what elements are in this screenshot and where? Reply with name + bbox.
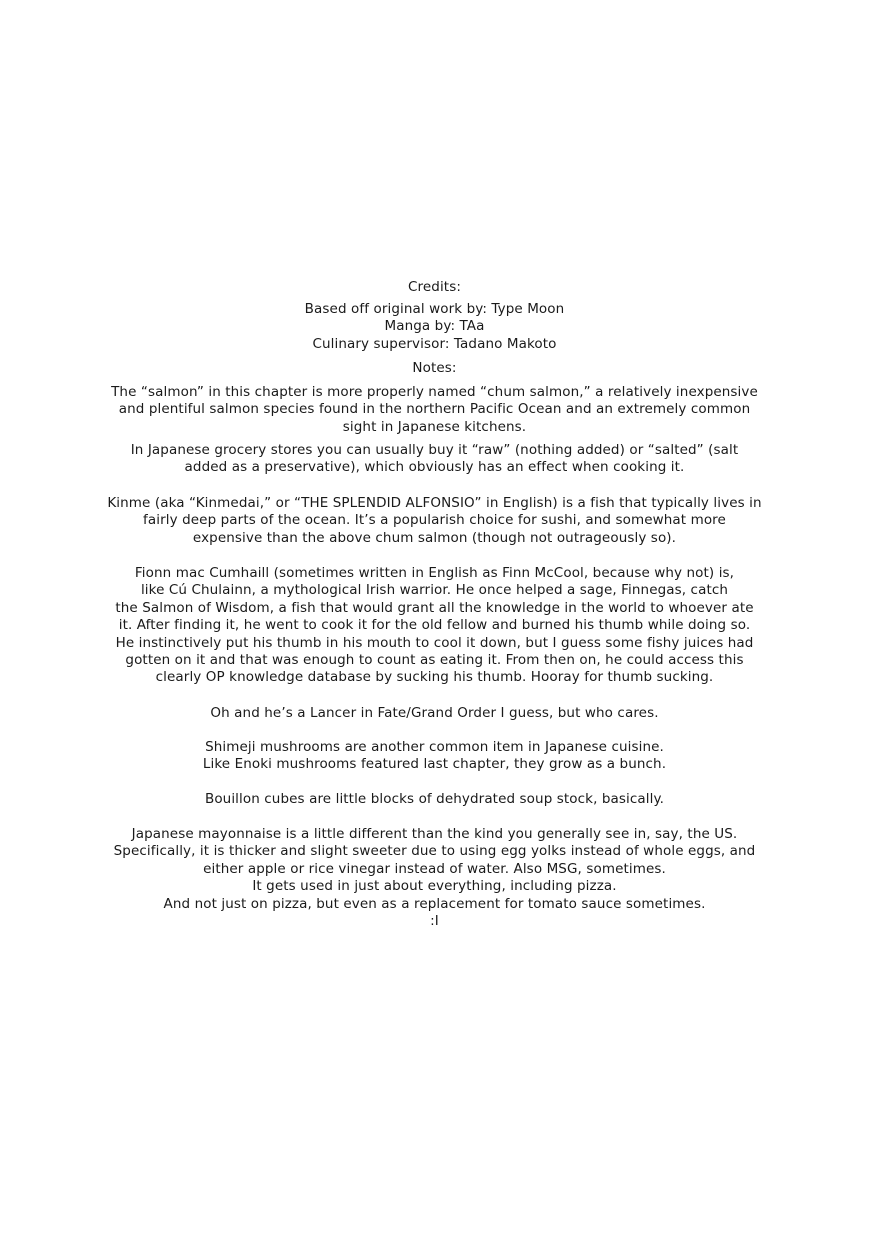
note-line: Bouillon cubes are little blocks of dehydrated soup stock, basically.	[204, 791, 665, 807]
note-line: Fionn mac Cumhaill (sometimes written in English as Finn McCool, because why not) is,	[134, 565, 735, 581]
notes-heading	[0, 360, 869, 377]
note-line: sight in Japanese kitchens.	[342, 418, 527, 435]
note-line: And not just on pizza, but even as a replacement for tomato sauce sometimes.	[163, 895, 706, 912]
note-paragraph-raw-salted	[0, 442, 869, 477]
note-line: like Cú Chulainn, a mythological Irish warrior. He once helped a sage, Finnegas, catch	[140, 582, 729, 599]
note-line: and plentiful salmon species found in the northern Pacific Ocean and an extremely common	[118, 401, 751, 418]
credits-list	[0, 301, 869, 353]
note-line: In Japanese grocery stores you can usually buy it “raw” (nothing added) or “salted” (salt	[130, 442, 739, 458]
note-line: gotten on it and that was enough to count as eating it. From then on, he could access this	[125, 652, 744, 669]
credit-culinary-supervisor: Culinary supervisor: Tadano Makoto	[312, 335, 557, 352]
credit-manga: Manga by: TAa	[384, 318, 485, 335]
note-line: It gets used in just about everything, including pizza.	[252, 878, 617, 895]
note-line: expensive than the above chum salmon (though not outrageously so).	[192, 529, 677, 546]
credits-heading-text: Credits:	[408, 279, 461, 295]
note-line: clearly OP knowledge database by sucking his thumb. Hooray for thumb sucking.	[155, 669, 714, 686]
note-paragraph-kinme	[0, 495, 869, 547]
note-line: the Salmon of Wisdom, a fish that would grant all the knowledge in the world to whoever ate	[115, 599, 754, 616]
note-line: it. After finding it, he went to cook it for the old fellow and burned his thumb while doing so.	[118, 617, 751, 634]
notes-heading-text: Notes:	[412, 360, 457, 376]
note-line: Oh and he’s a Lancer in Fate/Grand Order I guess, but who cares.	[210, 705, 659, 721]
note-line: either apple or rice vinegar instead of water. Also MSG, sometimes.	[203, 860, 666, 877]
note-line: added as a preservative), which obviously has an effect when cooking it.	[184, 459, 685, 476]
note-line: fairly deep parts of the ocean. It’s a popularish choice for sushi, and somewhat more	[143, 512, 726, 529]
note-line: The “salmon” in this chapter is more properly named “chum salmon,” a relatively inexpensive	[111, 384, 758, 400]
credit-original-work: Based off original work by: Type Moon	[304, 301, 565, 317]
note-line: :I	[430, 913, 439, 930]
note-paragraph-fionn	[0, 565, 869, 687]
credits-heading	[0, 279, 869, 296]
note-paragraph-shimeji	[0, 739, 869, 774]
note-line: Specifically, it is thicker and slight sweeter due to using egg yolks instead of whole eggs, and	[113, 843, 756, 860]
note-paragraph-bouillon	[0, 791, 869, 808]
note-line: Shimeji mushrooms are another common item in Japanese cuisine.	[205, 739, 664, 755]
note-line: He instinctively put his thumb in his mouth to cool it down, but I guess some fishy juices had	[115, 634, 754, 651]
note-line: Kinme (aka “Kinmedai,” or “THE SPLENDID ALFONSIO” in English) is a fish that typically lives in	[107, 495, 762, 511]
note-paragraph-chum-salmon	[0, 384, 869, 436]
note-line: Like Enoki mushrooms featured last chapter, they grow as a bunch.	[202, 756, 667, 773]
note-line: Japanese mayonnaise is a little different than the kind you generally see in, say, the US.	[131, 826, 738, 842]
note-paragraph-lancer	[0, 705, 869, 722]
note-paragraph-mayonnaise	[0, 826, 869, 930]
